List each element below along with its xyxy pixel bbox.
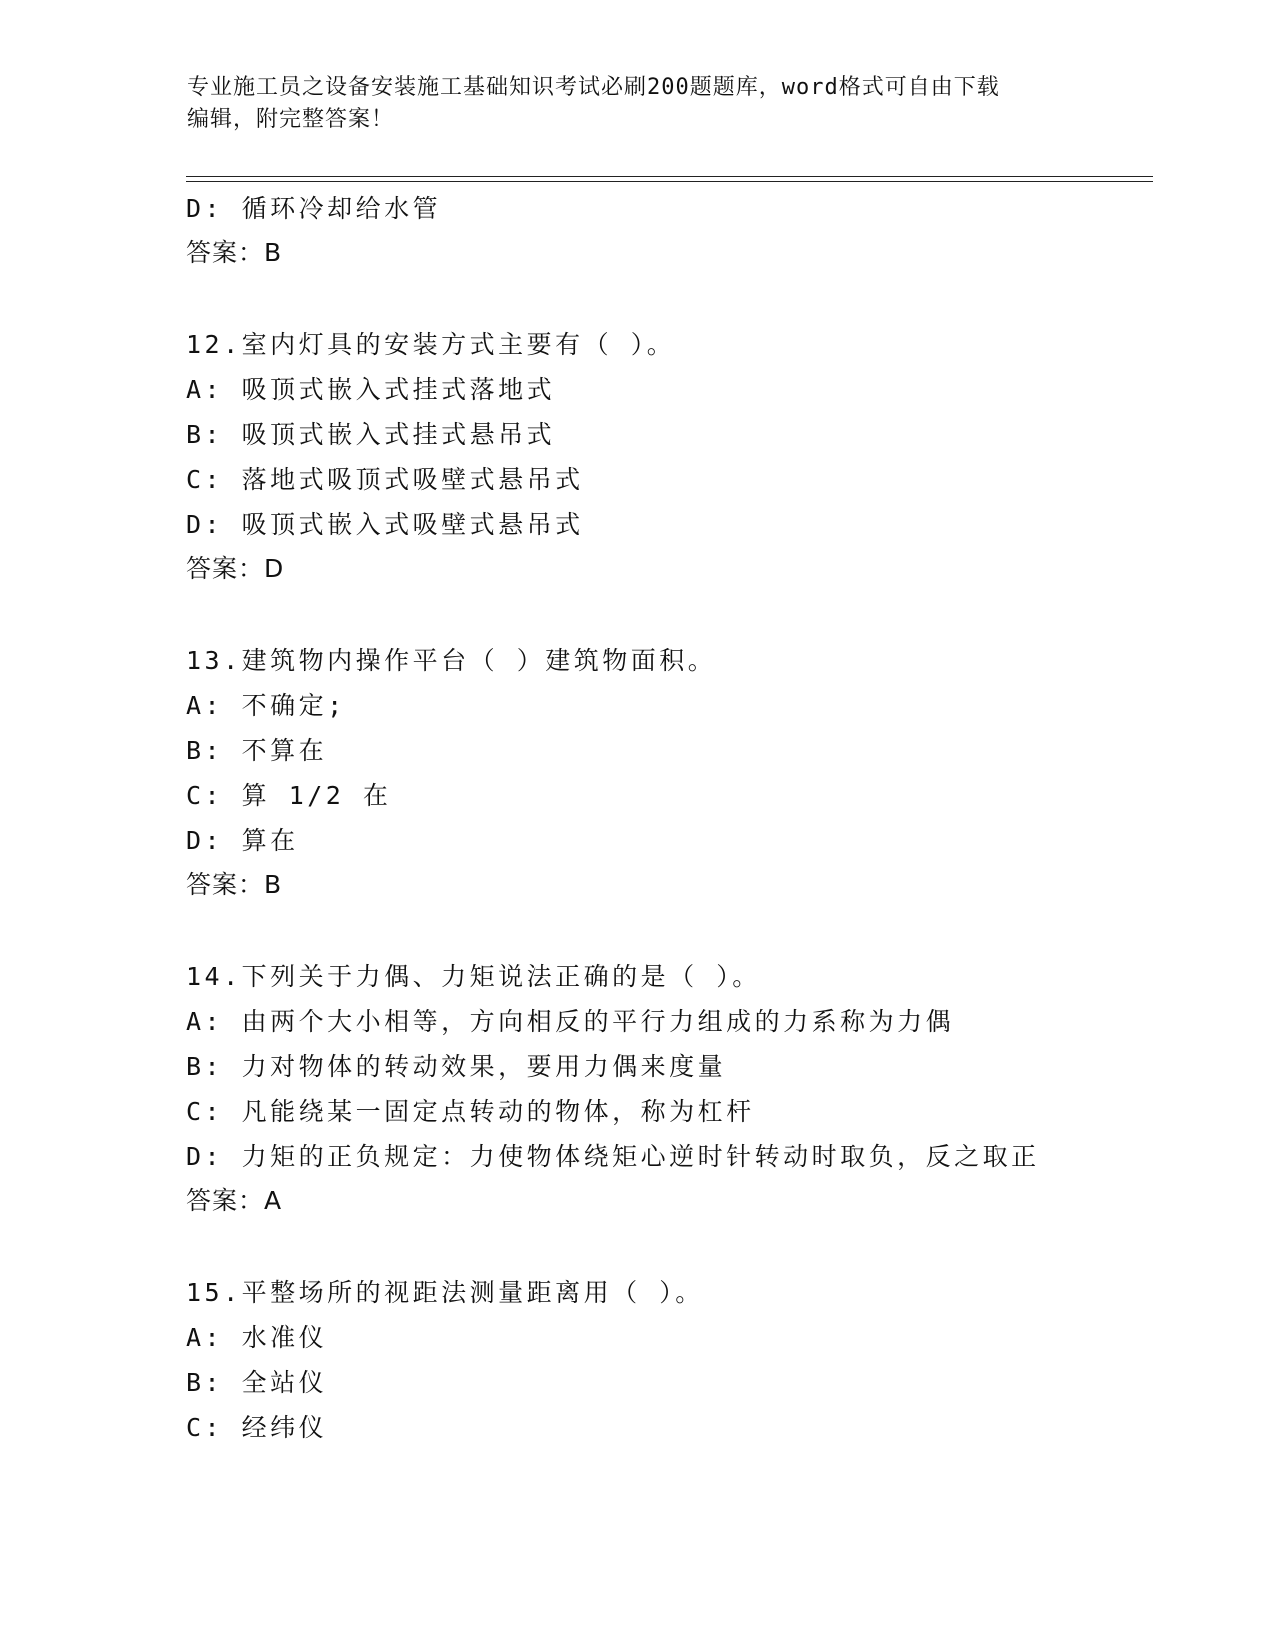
q15-option-c: C: 经纬仪 xyxy=(186,1413,328,1442)
q13-option-b: B: 不算在 xyxy=(186,736,328,765)
q12-stem: 12.室内灯具的安装方式主要有（ ）。 xyxy=(186,330,676,359)
q15-stem: 15.平整场所的视距法测量距离用（ ）。 xyxy=(186,1278,704,1307)
q13-answer: 答案：B xyxy=(186,870,283,899)
q15-option-a: A: 水准仪 xyxy=(186,1323,328,1352)
q12-option-c: C: 落地式吸顶式吸壁式悬吊式 xyxy=(186,465,584,494)
q12-answer: 答案：D xyxy=(186,554,285,583)
header-divider-top xyxy=(186,176,1153,177)
q14-option-c: C: 凡能绕某一固定点转动的物体，称为杠杆 xyxy=(186,1097,755,1126)
header-line-1: 专业施工员之设备安装施工基础知识考试必刷200题题库，word格式可自由下载 xyxy=(187,75,1000,100)
q11-answer: 答案：B xyxy=(186,238,283,267)
header-divider-bottom xyxy=(186,181,1153,182)
q13-option-d: D: 算在 xyxy=(186,826,299,855)
q13-option-c: C: 算 1/2 在 xyxy=(186,781,392,810)
q13-option-a: A: 不确定; xyxy=(186,691,346,720)
q14-stem: 14.下列关于力偶、力矩说法正确的是（ ）。 xyxy=(186,962,761,991)
q14-option-b: B: 力对物体的转动效果，要用力偶来度量 xyxy=(186,1052,727,1081)
header-line-2: 编辑，附完整答案！ xyxy=(187,107,395,132)
document-header xyxy=(187,72,1087,136)
q12-option-a: A: 吸顶式嵌入式挂式落地式 xyxy=(186,375,556,404)
q12-option-b: B: 吸顶式嵌入式挂式悬吊式 xyxy=(186,420,556,449)
q11-option-d: D: 循环冷却给水管 xyxy=(186,194,442,223)
q14-answer: 答案：A xyxy=(186,1186,283,1215)
q12-option-d: D: 吸顶式嵌入式吸壁式悬吊式 xyxy=(186,510,584,539)
q13-stem: 13.建筑物内操作平台（ ）建筑物面积。 xyxy=(186,646,717,675)
q14-option-d: D: 力矩的正负规定：力使物体绕矩心逆时针转动时取负，反之取正 xyxy=(186,1142,1040,1171)
q15-option-b: B: 全站仪 xyxy=(186,1368,328,1397)
q14-option-a: A: 由两个大小相等，方向相反的平行力组成的力系称为力偶 xyxy=(186,1007,955,1036)
